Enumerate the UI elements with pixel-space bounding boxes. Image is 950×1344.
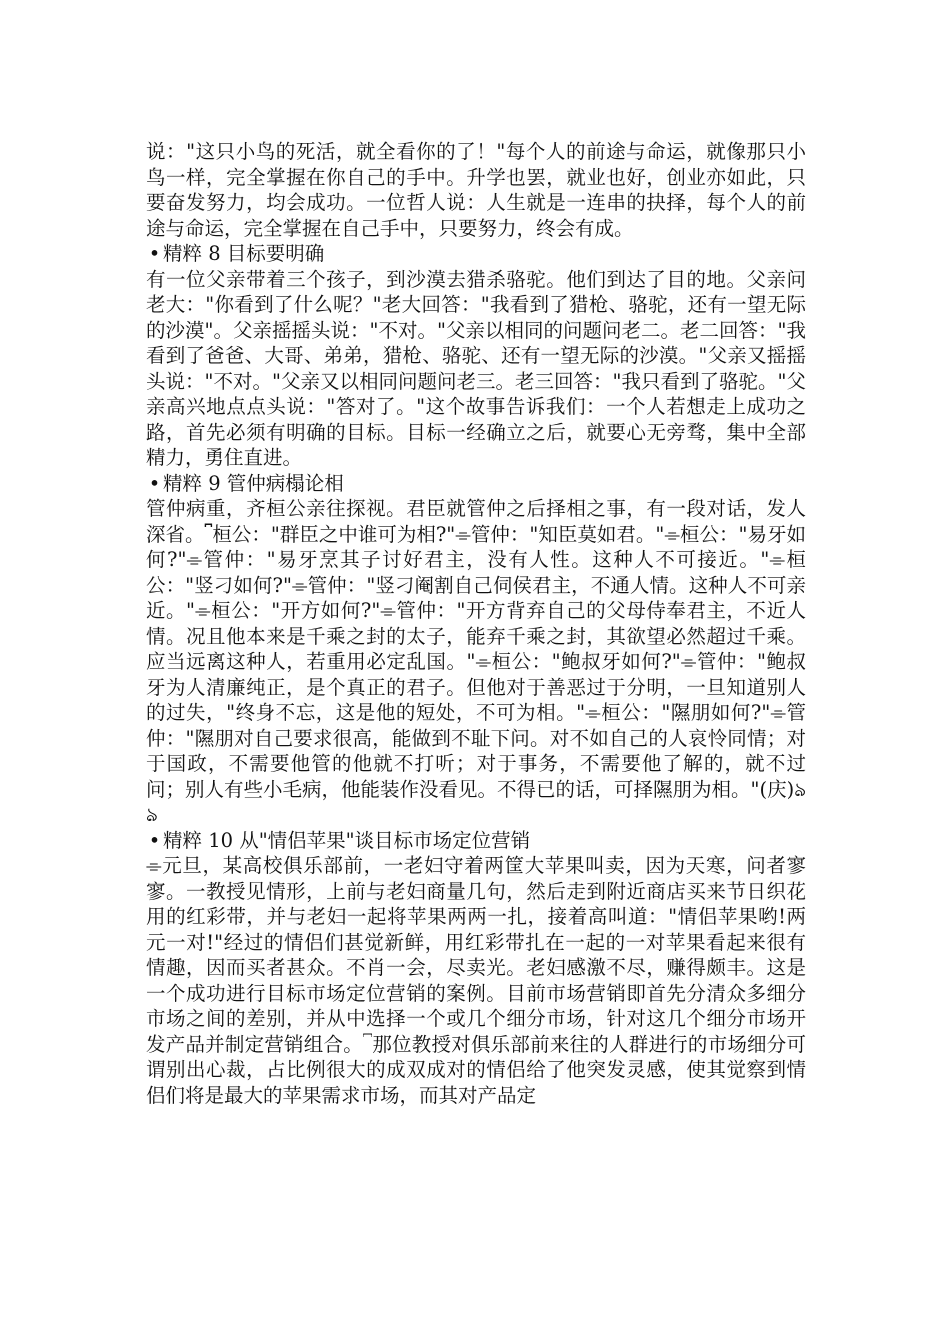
bullet-mark: • bbox=[148, 242, 161, 265]
section-heading-text: 精粹 8 目标要明确 bbox=[163, 242, 325, 265]
paragraph-section-8: 有一位父亲带着三个孩子，到沙漠去猎杀骆驼。他们到达了目的地。父亲问老大："你看到了什么呢？"老大回答："我看到了猎枪、骆驼，还有一望无际的沙漠"。父亲摇摇头说："不对。"父亲以相同的问题问老二。老二回答："我看到了爸爸、大哥、弟弟，猎枪、骆驼、还有一望无际的沙漠。"父亲又摇摇头说："不对。"父亲又以相同问题问老三。老三回答："我只看到了骆驼。"父亲高兴地点点头说："答对了。"这个故事告诉我们：一个人若想走上成功之路，首先必须有明确的目标。目标一经确立之后，就要心无旁骛，集中全部精力，勇住直进。 bbox=[146, 267, 806, 469]
paragraph-intro: 说："这只小鸟的死活，就全看你的了！"每个人的前途与命运，就像那只小鸟一样，完全掌握在你自己的手中。升学也罢，就业也好，创业亦如此，只要奋发努力，均会成功。一位哲人说：人生就是一连串的抉择，每个人的前途与命运，完全掌握在自己手中，只要努力，终会有成。 bbox=[146, 140, 806, 240]
section-heading-text: 精粹 9 管仲病榻论相 bbox=[163, 471, 344, 495]
section-heading-8 bbox=[146, 241, 806, 267]
section-heading-10 bbox=[146, 828, 806, 854]
paragraph-section-9: 管仲病重，齐桓公亲往探视。君臣就管仲之后择相之事，有一段对话，发人深省。⎴桓公："群臣之中谁可为相?"⌯管仲："知臣莫如君。"⌯桓公："易牙如何?"⌯管仲："易牙烹其子讨好君主，没有人性。这种人不可接近。"⌯桓公："竖刁如何?"⌯管仲："竖刁阉割自己伺侯君主，不通人情。这种人不可亲近。"⌯桓公："开方如何?"⌯管仲："开方背弃自己的父母侍奉君主，不近人情。况且他本来是千乘之封的太子，能弃千乘之封，其欲望必然超过千乘。应当远离这种人，若重用必定乱国。"⌯桓公："鲍叔牙如何?"⌯管仲："鲍叔牙为人清廉纯正，是个真正的君子。但他对于善恶过于分明，一旦知道别人的过失，"终身不忘，这是他的短处，不可为相。"⌯桓公："隰朋如何?"⌯管仲："隰朋对自己要求很高，能做到不耻下问。对不如自己的人哀怜同情；对于国政，不需要他管的他就不打听；对于事务，不需要他了解的，就不过问；别人有些小毛病，他能装作没看见。不得已的话，可择隰朋为相。"(庆)ঌঌ bbox=[146, 497, 806, 826]
bullet-mark: • bbox=[148, 828, 161, 852]
section-heading-9 bbox=[146, 471, 806, 497]
section-heading-text: 精粹 10 从"情侣苹果"谈目标市场定位营销 bbox=[163, 828, 531, 852]
paragraph-section-10: ⌯元旦，某高校俱乐部前，一老妇守着两筐大苹果叫卖，因为天寒，问者寥寥。一教授见情形，上前与老妇商量几句，然后走到附近商店买来节日织花用的红彩带，并与老妇一起将苹果两两一扎，接着高叫道："情侣苹果哟!两元一对!"经过的情侣们甚觉新鲜，用红彩带扎在一起的一对苹果看起来很有情趣，因而买者甚众。不肖一会，尽卖光。老妇感激不尽，赚得颇丰。这是一个成功进行目标市场定位营销的案例。目前市场营销即首先分清众多细分市场之间的差别，并从中选择一个或几个细分市场，针对这几个细分市场开发产品并制定营销组合。⎴那位教授对俱乐部前来往的人群进行的市场细分可谓别出心裁，占比例很大的成双成对的情侣给了他突发灵感，使其觉察到情侣们将是最大的苹果需求市场，而其对产品定 bbox=[146, 854, 806, 1107]
bullet-mark: • bbox=[148, 471, 161, 495]
document-page bbox=[146, 139, 806, 1108]
